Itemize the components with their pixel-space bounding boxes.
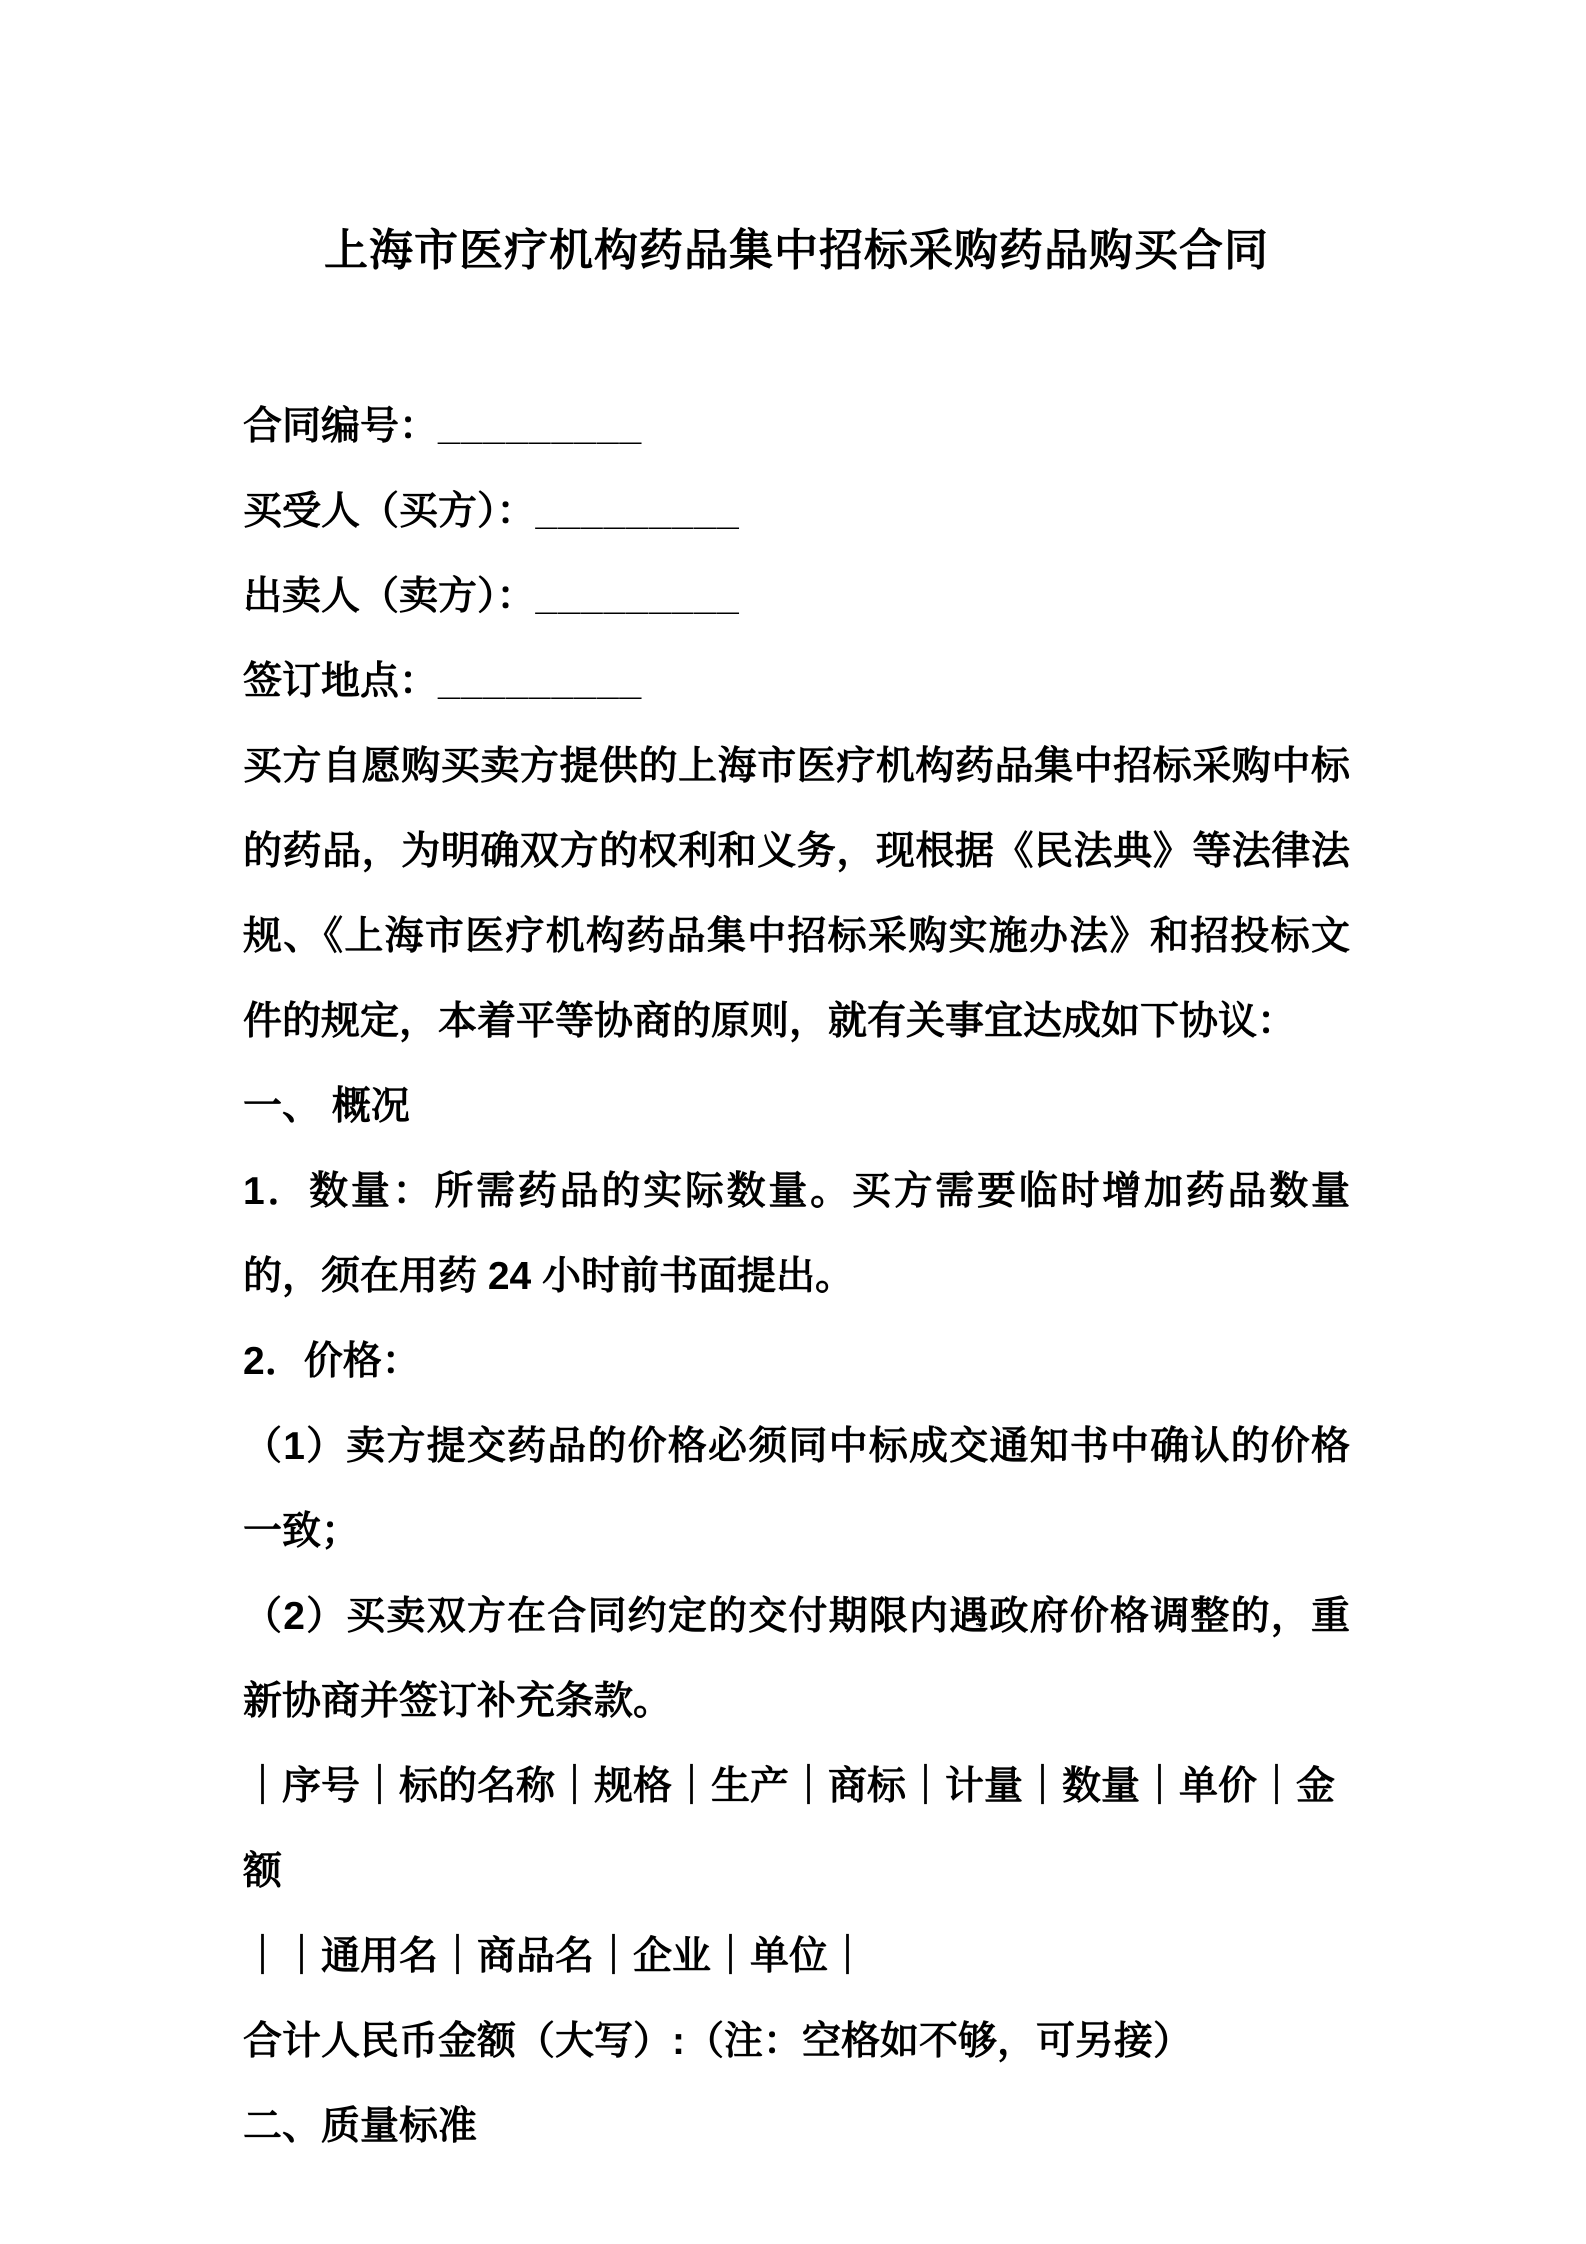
field-buyer: [243, 469, 1350, 554]
field-signing-place-blank: _________: [438, 660, 643, 703]
clause-2-subitem-2: （2）买卖双方在合同约定的交付期限内遇政府价格调整的，重新协商并签订补充条款。: [243, 1595, 1350, 1723]
field-buyer-label: 买受人（买方）：: [243, 490, 536, 533]
document-title: 上海市医疗机构药品集中招标采购药品购买合同: [324, 226, 1269, 275]
field-signing-place-label: 签订地点：: [243, 660, 439, 703]
total-amount-line: 合计人民币金额（大写）:（注：空格如不够，可另接）: [243, 2020, 1192, 2063]
clause-2-price: 2．价格：: [243, 1340, 421, 1383]
field-buyer-blank: _________: [535, 490, 740, 533]
field-contract-number-blank: _________: [438, 405, 643, 448]
field-seller: [243, 554, 1350, 639]
clause-2-subitem-1: （1）卖方提交药品的价格必须同中标成交通知书中确认的价格一致；: [243, 1425, 1350, 1553]
field-signing-place: [243, 639, 1350, 724]
table-header-row-2: ｜｜通用名｜商品名｜企业｜单位｜: [243, 1935, 868, 1978]
field-contract-number: [243, 384, 1350, 469]
field-seller-label: 出卖人（卖方）：: [243, 575, 536, 618]
intro-paragraph: 买方自愿购买卖方提供的上海市医疗机构药品集中招标采购中标的药品，为明确双方的权利和义务，现根据《民法典》等法律法规、《上海市医疗机构药品集中招标采购实施办法》和招投标文件的规定，本着平等协商的原则，就有关事宜达成如下协议：: [243, 745, 1350, 1043]
document-body: [243, 384, 1350, 2169]
clause-1-quantity: 1．数量：所需药品的实际数量。买方需要临时增加药品数量的，须在用药 24 小时前书面提出。: [243, 1170, 1350, 1298]
field-contract-number-label: 合同编号：: [243, 405, 439, 448]
section-2-heading: 二、质量标准: [243, 2105, 478, 2148]
section-1-heading: 一、 概况: [243, 1085, 410, 1128]
field-seller-blank: _________: [535, 575, 740, 618]
table-header-row-1: ｜序号｜标的名称｜规格｜生产｜商标｜计量｜数量｜单价｜金额: [243, 1765, 1336, 1893]
